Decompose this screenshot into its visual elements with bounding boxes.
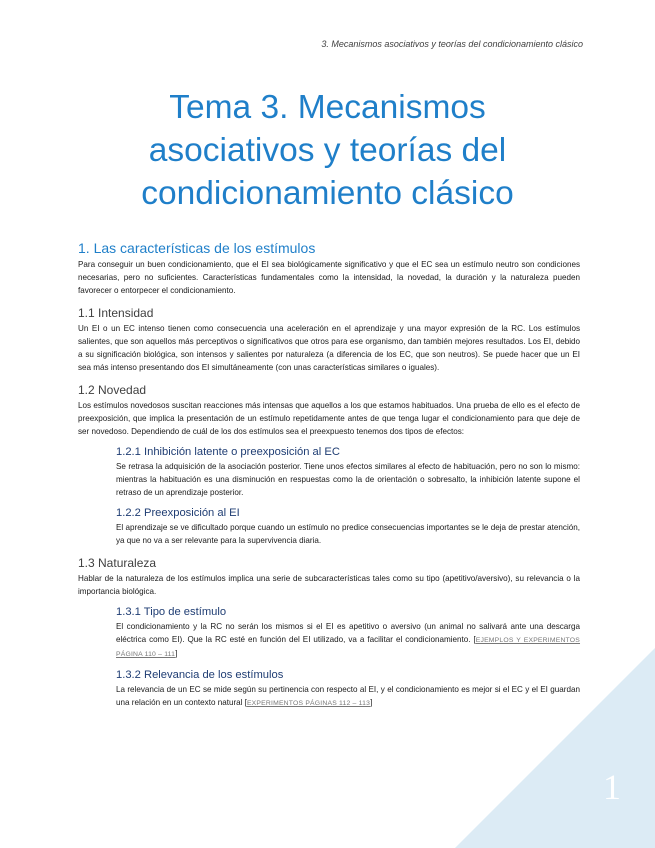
corner-triangle <box>455 648 655 848</box>
section-1-body: Para conseguir un buen condicionamiento, que el EI sea biológicamente significativo y que el EC sea un estímulo neutro son condiciones necesarias, pero no suficientes. Características fundamentales como la intensidad, la novedad, la duración y la naturaleza pueden favorecer o entorpecer el condicionamiento. <box>78 260 580 295</box>
section-1-2-2-body: El aprendizaje se ve dificultado porque cuando un estímulo no predice consecuencias importantes se le deja de prestar atención, ya que no va a ser relevante para la supervivencia diaria. <box>116 523 580 545</box>
reference-bracket-close: ] <box>175 649 178 658</box>
reference-bracket-close: ] <box>370 698 373 707</box>
title-line-3: condicionamiento clásico <box>141 175 514 212</box>
page-title <box>60 86 595 215</box>
title-line-1: Tema 3. Mecanismos <box>169 89 486 126</box>
section-1-2-1-body: Se retrasa la adquisición de la asociación posterior. Tiene unos efectos similares al efecto de habituación, pero no son lo mismo: mientras la habituación es una disminución en respuestas como la de orientación o sobresalto, la inhibición latente supone el retraso de un aprendizaje posterior. <box>116 462 580 497</box>
corner-decoration <box>455 648 655 848</box>
section-1-3-2-heading: 1.3.2 Relevancia de los estímulos <box>116 669 284 681</box>
title-line-2: asociativos y teorías del <box>148 132 507 169</box>
section-1-3-2-text: La relevancia de un EC se mide según su pertinencia con respecto al EI, y el condicionamiento es mejor si el EC y el EI guardan una relación en un contexto natural <box>116 685 580 707</box>
section-1-3-body: Hablar de la naturaleza de los estímulos implica una serie de subcaracterísticas tales como su tipo (apetitivo/aversivo), su relevancia o la importancia biológica. <box>78 574 580 596</box>
running-header: 3. Mecanismos asociativos y teorías del condicionamiento clásico <box>321 39 583 49</box>
section-1-1-body: Un EI o un EC intenso tienen como consecuencia una aceleración en el aprendizaje y una mayor expresión de la RC. Los estímulos salientes, que son aquellos más perceptivos o significativos que otros para ese organismo, dan también mejores resultados. Los EI, debido a su significación biológica, son intensos y salientes por naturaleza (a diferencia de los EC, que son neutros). Se puede hacer que un EI sea más intenso presentando dos EI simultáneamente (con unas características similares o iguales). <box>78 324 580 372</box>
document-body <box>78 240 580 710</box>
section-1-1-heading: 1.1 Intensidad <box>78 306 154 320</box>
section-1-2-heading: 1.2 Novedad <box>78 383 147 397</box>
section-1-2-2-heading: 1.2.2 Preexposición al EI <box>116 507 240 519</box>
page-number: 1 <box>603 767 621 807</box>
section-1-3-1-text: El condicionamiento y la RC no serán los mismos si el EI es apetitivo o aversivo (un animal no salivará ante una descarga eléctrica como EI). Que la RC esté en función del EI utilizado, va a facilitar el condicionamiento. <box>116 622 580 644</box>
section-1-2-1-heading: 1.2.1 Inhibición latente o preexposición al EC <box>116 446 340 458</box>
reference-link[interactable]: EJEMPLOS Y EXPERIMENTOS PÁGINA 110 – 111 <box>116 637 581 658</box>
reference-link[interactable]: EXPERIMENTOS PÁGINAS 112 – 113 <box>246 700 371 707</box>
reference-bracket-open: [ <box>473 635 476 644</box>
section-1-2-body: Los estímulos novedosos suscitan reacciones más intensas que aquellos a los que estamos habituados. Una prueba de ello es el efecto de preexposición, que implica la presentación de un estímulo repetidamente antes de que tenga lugar el condicionamiento para que deje de ser novedoso. Dependiendo de cuál de los dos estímulos sea el preexpuesto tenemos dos tipos de efectos: <box>78 401 580 436</box>
section-1-3-1-heading: 1.3.1 Tipo de estímulo <box>116 606 227 618</box>
section-1-3-heading: 1.3 Naturaleza <box>78 556 157 570</box>
reference-bracket-open: [ <box>244 698 247 707</box>
section-1-heading: 1. Las características de los estímulos <box>78 240 316 256</box>
